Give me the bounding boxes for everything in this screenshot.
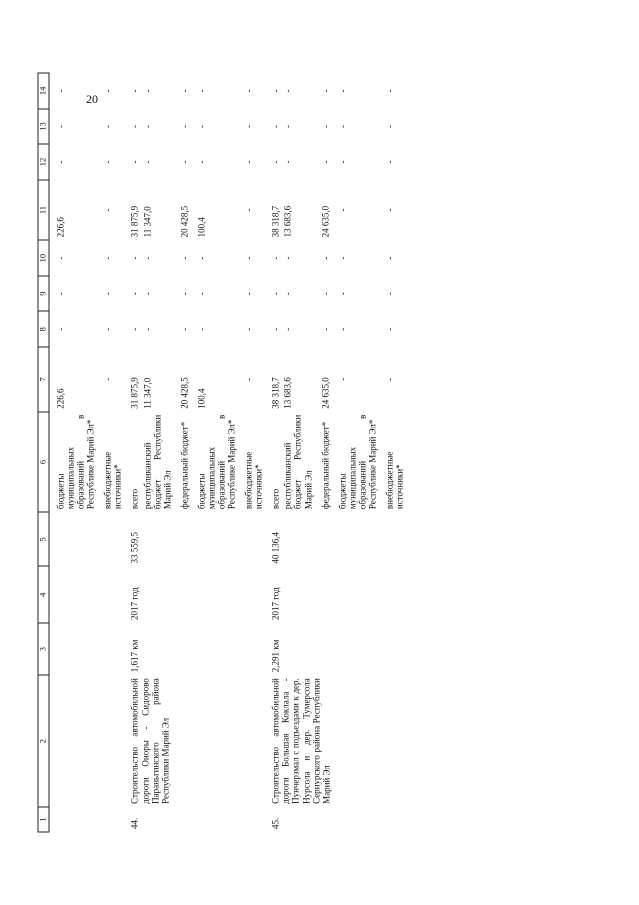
amount-cell: -	[102, 160, 113, 164]
amount-cell: -	[102, 89, 113, 93]
amount-cell: -	[243, 160, 254, 164]
amount-cell: -	[270, 89, 281, 93]
amount-cell: -	[270, 160, 281, 164]
amount-cell: -	[179, 327, 190, 331]
amount-cell: -	[384, 292, 395, 296]
amount-cell: -	[129, 160, 140, 164]
amount-cell: -	[102, 256, 113, 260]
funding-source: бюджеты муниципальных образований в Республике Марий Эл*	[337, 414, 378, 510]
amount-cell: -	[142, 160, 153, 164]
funding-source: всего	[129, 488, 140, 510]
funding-source: бюджеты муниципальных образований в Республике Марий Эл*	[55, 414, 96, 510]
amount-cell: -	[179, 89, 190, 93]
amount-cell: -	[142, 327, 153, 331]
amount-cell: 11 347,0	[142, 206, 153, 238]
column-number-header	[38, 73, 49, 832]
amount-total: -	[243, 377, 254, 381]
amount-cell: -	[55, 89, 66, 93]
header-cell: 10	[38, 240, 49, 276]
amount-cell: -	[384, 327, 395, 331]
amount-cell: -	[129, 256, 140, 260]
funding-source: республиканский бюджет Республики Марий Эл	[142, 414, 173, 510]
amount-cell: -	[282, 160, 293, 164]
amount-total: 226,6	[55, 388, 66, 409]
amount-cell: -	[337, 256, 348, 260]
amount-cell: -	[282, 256, 293, 260]
amount-total: 31 875,9	[129, 377, 140, 409]
amount-cell: -	[320, 124, 331, 128]
funding-source: республиканский бюджет Республики Марий Эл	[282, 414, 314, 510]
item-number: 44.	[129, 817, 140, 829]
amount-total: -	[102, 377, 113, 381]
amount-cell: -	[337, 124, 348, 128]
funding-source: федеральный бюджет*	[320, 421, 331, 510]
amount-cell: -	[243, 292, 254, 296]
header-cell: 6	[38, 412, 49, 512]
amount-cell: -	[243, 327, 254, 331]
amount-total: 100,4	[196, 388, 207, 409]
amount-cell: 24 635,0	[320, 205, 331, 238]
header-cell: 5	[38, 512, 49, 566]
amount-cell: -	[179, 124, 190, 128]
amount-cell: -	[243, 256, 254, 260]
item-length: 1,617 км	[129, 639, 140, 673]
header-cell: 9	[38, 276, 49, 312]
amount-cell: -	[282, 89, 293, 93]
amount-cell: -	[243, 89, 254, 93]
amount-cell: -	[179, 160, 190, 164]
table-row	[123, 73, 140, 832]
funding-source: внебюджетные источники*	[243, 451, 264, 510]
amount-cell: -	[337, 327, 348, 331]
header-cell: 11	[38, 180, 49, 241]
amount-cell: -	[270, 124, 281, 128]
header-cell: 4	[38, 566, 49, 622]
amount-cell: -	[282, 292, 293, 296]
amount-cell: 13 683,6	[282, 205, 293, 238]
amount-cell: -	[320, 327, 331, 331]
header-cell: 8	[38, 311, 49, 347]
header-cell: 2	[38, 675, 49, 807]
amount-total: 38 318,7	[270, 377, 281, 409]
rotated-table-container	[38, 73, 603, 833]
amount-cell: -	[384, 256, 395, 260]
amount-cell: -	[102, 327, 113, 331]
amount-total: 11 347,0	[142, 377, 153, 409]
header-cell: 12	[38, 144, 49, 180]
amount-cell: -	[129, 292, 140, 296]
amount-cell: -	[55, 124, 66, 128]
funding-source: федеральный бюджет*	[179, 421, 190, 510]
amount-cell: -	[196, 327, 207, 331]
amount-cell: -	[142, 292, 153, 296]
amount-cell: -	[320, 292, 331, 296]
amount-cell: -	[179, 292, 190, 296]
amount-cell: -	[282, 327, 293, 331]
item-year: 2017 год	[270, 587, 281, 620]
item-name: Строительство автомобильной дороги Оноры - Сидорово Параньгинского района Республики Марий Эл	[129, 678, 171, 804]
amount-cell: -	[196, 89, 207, 93]
amount-cell: -	[384, 208, 395, 212]
amount-cell: -	[337, 208, 348, 212]
header-cell: 14	[38, 73, 49, 109]
amount-total: -	[384, 377, 395, 381]
amount-total: 24 635,0	[320, 377, 331, 409]
amount-cell: -	[129, 124, 140, 128]
amount-cell: -	[142, 256, 153, 260]
item-length: 2,291 км	[270, 639, 281, 673]
amount-cell: -	[196, 256, 207, 260]
amount-cell: -	[102, 292, 113, 296]
amount-cell: -	[102, 208, 113, 212]
header-cell: 1	[38, 807, 49, 832]
amount-cell: -	[129, 327, 140, 331]
amount-cell: 20 428,5	[179, 205, 190, 238]
amount-cell: -	[55, 160, 66, 164]
amount-cell: -	[243, 124, 254, 128]
amount-cell: 226,6	[55, 217, 66, 238]
amount-cell: 100,4	[196, 217, 207, 238]
amount-total: -	[337, 377, 348, 381]
amount-cell: -	[282, 124, 293, 128]
amount-cell: 31 875,9	[129, 205, 140, 238]
table-row	[96, 73, 123, 832]
amount-cell: -	[142, 89, 153, 93]
amount-cell: -	[55, 327, 66, 331]
program-table	[38, 73, 405, 833]
funding-source: внебюджетные источники*	[384, 451, 405, 510]
funding-source: внебюджетные источники*	[102, 451, 123, 510]
amount-cell: -	[337, 89, 348, 93]
table-row	[54, 73, 96, 832]
amount-cell: -	[337, 292, 348, 296]
header-cell: 3	[38, 623, 49, 675]
amount-cell: -	[102, 124, 113, 128]
amount-cell: -	[270, 256, 281, 260]
amount-cell: -	[337, 160, 348, 164]
amount-cell: -	[384, 89, 395, 93]
amount-cell: -	[55, 256, 66, 260]
amount-total: 13 683,6	[282, 377, 293, 409]
item-cost: 33 559,5	[129, 531, 140, 564]
item-number: 45.	[270, 817, 281, 829]
amount-cell: -	[196, 124, 207, 128]
amount-cell: -	[384, 124, 395, 128]
amount-cell: -	[179, 256, 190, 260]
amount-cell: -	[320, 89, 331, 93]
table-row	[264, 73, 281, 832]
amount-cell: -	[196, 292, 207, 296]
funding-source: бюджеты муниципальных образований в Республике Марий Эл*	[196, 414, 237, 510]
amount-cell: -	[384, 160, 395, 164]
header-cell: 13	[38, 109, 49, 145]
amount-cell: -	[196, 160, 207, 164]
funding-source: всего	[270, 488, 281, 510]
page-number: 20	[86, 92, 98, 106]
item-cost: 40 136,4	[270, 531, 281, 564]
amount-cell: -	[320, 160, 331, 164]
amount-cell: -	[55, 292, 66, 296]
amount-cell: -	[270, 292, 281, 296]
amount-cell: 38 318,7	[270, 205, 281, 238]
header-cell: 7	[38, 347, 49, 412]
amount-cell: -	[243, 208, 254, 212]
amount-total: 20 428,5	[179, 377, 190, 409]
amount-cell: -	[320, 256, 331, 260]
amount-cell: -	[142, 124, 153, 128]
item-year: 2017 год	[129, 587, 140, 620]
amount-cell: -	[129, 89, 140, 93]
amount-cell: -	[270, 327, 281, 331]
item-name: Строительство автомобильной дороги Большая Коклала - Пунчерзмал с подъездами к дер. Нурсола и дер. Тумерсола Сернурского района Республики Марий Эл	[270, 678, 332, 804]
